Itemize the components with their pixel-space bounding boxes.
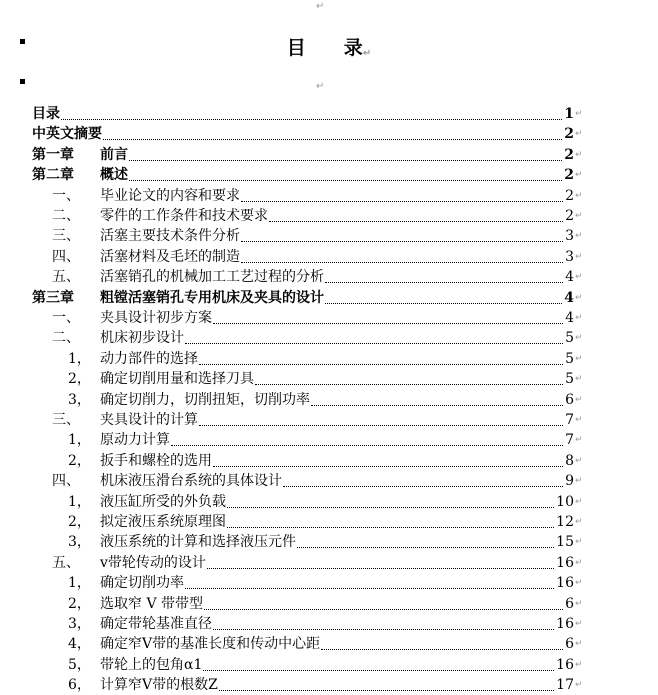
paragraph-mark: ↵ [575,394,583,405]
toc-entry-number: 3， [68,534,91,551]
toc-entry[interactable] [0,206,658,226]
toc-dot-leader [199,364,563,365]
paragraph-mark: ↵ [575,129,583,140]
toc-page-number: 12 [556,514,574,530]
toc-entry-title: 带轮上的包角α1 [100,656,203,673]
toc-dot-leader [311,405,563,406]
toc-entry-number: 1， [68,575,91,592]
toc-entry-number: 二、 [52,208,80,224]
toc-entry-number: 一、 [52,310,80,326]
toc-page-number: 6 [565,391,574,408]
toc-entry-title: 毕业论文的内容和要求 [100,187,240,204]
paragraph-mark: ↵ [575,680,583,691]
toc-entry-title: 活塞材料及毛坯的制造 [100,248,240,265]
toc-dot-leader [321,649,563,650]
toc-page-number: 4 [565,310,574,326]
toc-dot-leader [204,609,563,610]
toc-entry[interactable] [0,328,658,348]
paragraph-mark: ↵ [575,415,583,425]
toc-entry-title: 计算窄V带的根数Z [100,677,218,694]
toc-page-number: 16 [556,656,574,673]
paragraph-mark: ↵ [575,557,583,568]
toc-dot-leader [227,507,554,508]
toc-page-number: 3 [565,248,574,265]
toc-dot-leader [129,160,562,161]
toc-entry-title: 夹具设计初步方案 [100,310,212,326]
toc-entry-title: 拟定液压系统原理图 [100,514,226,530]
paragraph-mark: ↵ [575,517,583,527]
toc-entry-title: 机床初步设计 [100,330,184,347]
toc-page-number: 2 [564,126,574,143]
toc-entry[interactable] [0,165,658,185]
toc-page-number: 16 [556,616,574,632]
toc-page-number: 4 [564,289,574,306]
toc-entry-number: 2， [68,452,91,469]
toc-page-number: 2 [564,167,574,184]
toc-dot-leader [199,425,563,426]
toc-page-number: 7 [565,432,574,449]
toc-entry[interactable] [0,349,658,369]
toc-entry-number: 三、 [52,228,80,245]
paragraph-mark: ↵ [575,109,583,119]
toc-entry-number: 4， [68,636,91,653]
toc-dot-leader [61,119,562,120]
toc-page-number: 2 [565,187,574,204]
toc-page-number: 5 [565,350,574,367]
toc-dot-leader [241,262,563,263]
toc-dot-leader [283,486,563,487]
toc-entry-title: 确定切削功率 [100,575,184,592]
toc-entry-title: 活塞销孔的机械加工工艺过程的分析 [100,269,324,286]
toc-dot-leader [213,629,554,630]
title-char-left: 目 [286,37,306,59]
paragraph-mark: ↵ [575,619,583,629]
toc-dot-leader [297,547,554,548]
paragraph-mark: ↵ [575,272,583,283]
toc-entry-title: 确定切削用量和选择刀具 [100,371,254,388]
toc-entry[interactable] [0,451,658,471]
toc-entry[interactable] [0,471,658,491]
toc-dot-leader [213,466,563,467]
paragraph-mark: ↵ [575,333,583,344]
toc-entry-number: 6， [68,677,91,694]
toc-entry-number: 1， [68,432,91,449]
toc-dot-leader [171,445,563,446]
toc-dot-leader [325,282,563,283]
toc-entry[interactable] [0,145,658,165]
toc-entry-title: v带轮传动的设计 [100,554,206,571]
toc-page-number: 16 [556,575,574,592]
paragraph-mark: ↵ [575,170,583,181]
paragraph-mark: ↵ [575,598,583,609]
toc-entry-title: 确定窄V带的基准长度和传动中心距 [100,636,321,653]
toc-entry-number: 第三章 [32,289,74,306]
toc-entry-number: 1， [68,350,91,367]
paragraph-mark: ↵ [575,231,583,242]
toc-entry-title: 动力部件的选择 [100,350,198,367]
toc-entry-number: 四、 [52,248,80,265]
toc-entry-title: 活塞主要技术条件分析 [100,228,240,245]
toc-dot-leader [241,241,563,242]
paragraph-mark: ↵ [575,374,583,385]
toc-page-number: 4 [565,269,574,286]
paragraph-mark: ↵ [575,251,583,262]
paragraph-mark: ↵ [575,476,583,487]
toc-dot-leader [255,384,563,385]
toc-dot-leader [213,323,563,324]
toc-entry[interactable] [0,410,658,430]
paragraph-mark: ↵ [362,48,372,59]
toc-entry-title: 确定带轮基准直径 [100,616,212,632]
toc-entry-number: 第二章 [32,167,74,184]
toc-entry[interactable] [0,247,658,267]
paragraph-mark: ↵ [575,455,583,466]
toc-dot-leader [185,588,554,589]
paragraph-mark: ↵ [575,496,583,507]
toc-entry-number: 1， [68,493,91,510]
toc-page-number: 2 [564,146,574,163]
paragraph-mark: ↵ [316,81,325,92]
toc-entry-title: 目录 [32,106,60,122]
toc-entry[interactable] [0,186,658,206]
toc-page-number: 8 [565,452,574,469]
toc-entry-title: 原动力计算 [100,432,170,449]
toc-entry[interactable] [0,675,658,695]
paragraph-mark: ↵ [316,1,325,12]
paragraph-mark: ↵ [575,353,583,364]
toc-entry[interactable] [0,369,658,389]
toc-entry[interactable] [0,390,658,410]
toc-dot-leader [207,568,554,569]
paragraph-bullet [20,79,25,84]
paragraph-mark: ↵ [575,435,583,446]
paragraph-mark: ↵ [575,578,583,589]
toc-entry[interactable] [0,553,658,573]
toc-dot-leader [129,180,562,181]
toc-entry-number: 3， [68,616,91,632]
toc-entry[interactable] [0,573,658,593]
toc-dot-leader [227,527,554,528]
toc-page-number: 16 [556,554,574,571]
toc-entry-number: 第一章 [32,146,74,163]
toc-page-number: 9 [565,473,574,490]
toc-page-number: 10 [556,493,574,510]
paragraph-mark: ↵ [575,313,583,323]
toc-entry-title: 确定切削力，切削扭矩，切削功率 [100,391,310,408]
toc-page-number: 5 [565,330,574,347]
toc-dot-leader [103,139,562,140]
toc-entry-number: 2， [68,514,91,530]
toc-entry-title: 中英文摘要 [32,126,102,143]
toc-page-number: 7 [565,412,574,428]
toc-entry[interactable] [0,532,658,552]
toc-entry-number: 五、 [52,269,80,286]
toc-entry-number: 三、 [52,412,80,428]
toc-entry[interactable] [0,288,658,308]
toc-page-number: 6 [565,595,574,612]
toc-entry[interactable] [0,655,658,675]
toc-page-number: 3 [565,228,574,245]
toc-page-number: 2 [565,208,574,224]
toc-entry[interactable] [0,124,658,144]
toc-entry-title: 液压系统的计算和选择液压元件 [100,534,296,551]
paragraph-mark: ↵ [575,149,583,160]
title-char-right: 录 [343,37,363,59]
toc-entry-title: 零件的工作条件和技术要求 [100,208,268,224]
paragraph-mark: ↵ [575,190,583,201]
toc-dot-leader [203,670,554,671]
toc-page-number: 5 [565,371,574,388]
toc-dot-leader [269,221,563,222]
toc-entry[interactable] [0,492,658,512]
toc-dot-leader [325,303,562,304]
paragraph-mark: ↵ [575,211,583,221]
toc-entry-title: 扳手和螺栓的选用 [100,452,212,469]
toc-entry-number: 2， [68,371,91,388]
paragraph-mark: ↵ [575,537,583,548]
paragraph-mark: ↵ [575,639,583,650]
toc-entry[interactable] [0,226,658,246]
toc-entry-number: 四、 [52,473,80,490]
toc-entry-title: 液压缸所受的外负载 [100,493,226,510]
toc-entry-number: 五、 [52,554,80,571]
toc-dot-leader [241,201,563,202]
toc-entry[interactable] [0,104,658,124]
toc-entry-title: 前言 [100,146,128,163]
toc-entry[interactable] [0,594,658,614]
toc-entry-number: 3， [68,391,91,408]
toc-entry[interactable] [0,614,658,634]
toc-page-number: 1 [564,106,574,122]
toc-entry-title: 夹具设计的计算 [100,412,198,428]
toc-entry-number: 2， [68,595,91,612]
toc-entry[interactable] [0,512,658,532]
toc-entry[interactable] [0,308,658,328]
toc-entry-number: 二、 [52,330,80,347]
toc-dot-leader [219,690,554,691]
toc-entry[interactable] [0,267,658,287]
toc-entry-title: 选取窄 V 带带型 [100,595,204,612]
toc-page-number: 15 [556,534,574,551]
toc-entry[interactable] [0,430,658,450]
toc-page-number: 6 [565,636,574,653]
paragraph-mark: ↵ [575,659,583,670]
toc-entry-number: 5， [68,656,91,673]
toc-entry-title: 粗镗活塞销孔专用机床及夹具的设计 [100,289,324,306]
toc-entry-title: 机床液压滑台系统的具体设计 [100,473,282,490]
toc-page-number: 17 [556,677,574,694]
toc-entry-title: 概述 [100,167,128,184]
paragraph-mark: ↵ [575,292,583,303]
toc-dot-leader [185,343,563,344]
toc-entry-number: 一、 [52,187,80,204]
toc-entry[interactable] [0,634,658,654]
page-title [0,33,658,60]
